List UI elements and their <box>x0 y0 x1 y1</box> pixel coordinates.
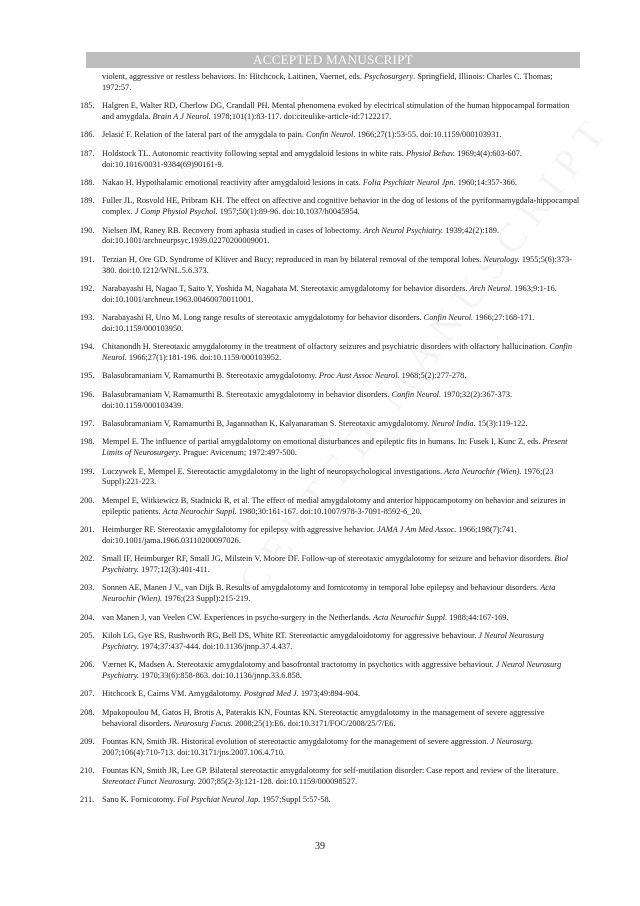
reference-authors-title: Fuller JL, Rosvold HE, Pribram KH. The effect on affective and cognitive behavior in the dog of lesions of the pyriformamygdala-hippocampal complex. <box>102 196 580 217</box>
reference-details: 1966;27:168-171. doi:10.1159/000103950. <box>102 313 535 333</box>
reference-authors-title: Halgren E, Walter RD, Cherlow DG, Crandall PH. Mental phenomena evoked by electrical stimulation of the human hippocampal formation and amygdala. <box>102 101 570 121</box>
reference-details: 1974;37:437-444. doi:10.1136/jnnp.37.4.437. <box>139 641 293 651</box>
reference-journal: Acta Neurochir Suppl. <box>373 612 448 622</box>
reference-details: . Prague: Avicenum; 1972:497-500. <box>178 448 297 458</box>
reference-journal: Folia Psychiatr Neurol Jpn. <box>362 177 456 187</box>
reference-journal: Arch Neurol. <box>469 283 513 293</box>
reference-item <box>80 660 580 682</box>
reference-details: 1960;14:357-366. <box>455 177 517 187</box>
reference-item <box>80 178 580 189</box>
reference-authors-title: Heimburger RF. Stereotaxic amygdalotomy for epilepsy with aggressive behavior. <box>102 525 377 534</box>
page-number: 39 <box>315 841 325 852</box>
reference-item <box>80 101 580 123</box>
continuation-text: violent, aggressive or restless behaviors. In: Hitchcock, Laitinen, Vaernet, eds. <box>102 72 365 81</box>
reference-journal: Neurosurg Focus. <box>173 718 233 728</box>
reference-item <box>80 554 580 576</box>
reference-journal: Proc Aust Assoc Neurol. <box>318 371 400 381</box>
reference-authors-title: Sano K. Fornicotomy. <box>102 795 178 805</box>
reference-journal: Confin Neurol. <box>102 342 573 363</box>
reference-details: 1969;4(4):603-607. doi:10.1016/0031-9384(69)90161-9. <box>102 148 523 169</box>
reference-number: 210. <box>80 766 95 776</box>
reference-authors-title: Sonnen AE, Manen J V., van Dijk B. Results of amygdalotomy and fornicotomy in temporal lobe epilepsy and behaviour disorders. <box>102 583 541 593</box>
reference-journal: Confin Neurol. <box>423 313 474 323</box>
reference-journal: J Neurosurg. <box>490 736 534 746</box>
reference-item <box>80 130 580 141</box>
reference-details: 1966;27(1):181-196. doi:10.1159/000103952. <box>126 353 282 363</box>
reference-number: 187. <box>80 148 95 158</box>
reference-number: 200. <box>80 495 95 505</box>
reference-item <box>80 467 580 489</box>
reference-item <box>80 708 580 730</box>
reference-authors-title: Mempel E. The influence of partial amygdalotomy on emotional disturbances and epileptic fits in humans. In: Fusek I, Kunc Z, eds. <box>102 437 543 447</box>
reference-item <box>80 313 580 335</box>
reference-authors-title: Fountas KN, Smith JR. Historical evolution of stereotactic amygdalotomy for the management of severe aggression. <box>102 736 491 746</box>
reference-item <box>80 226 580 248</box>
reference-authors-title: van Manen J, van Veelen CW. Experiences in psycho-surgery in the Netherlands. <box>102 612 374 622</box>
reference-continuation <box>80 72 580 94</box>
reference-number: 193. <box>80 313 95 323</box>
reference-details: 1968;5(2):277-278. <box>399 371 467 381</box>
reference-details: 2007;85(2-3):121-128. doi:10.1159/000098527. <box>195 776 358 786</box>
reference-number: 205. <box>80 630 95 640</box>
reference-details: 1980;30:161-167. doi:10.1007/978-3-7091-8592-6_20. <box>236 506 422 516</box>
reference-details: 1957;Suppl 5:57-58. <box>260 795 331 805</box>
reference-number: 190. <box>80 225 95 235</box>
reference-journal: Arch Neurol Psychiatry. <box>363 225 444 235</box>
reference-details: 2007;106(4):710-713. doi:10.3171/jns.2007.106.4.710. <box>102 747 285 757</box>
reference-authors-title: Nakao H. Hypothalamic emotional reactivity after amygdaloid lesions in cats. <box>102 177 363 187</box>
reference-number: 203. <box>80 583 95 593</box>
reference-item <box>80 371 580 382</box>
reference-number: 204. <box>80 612 95 622</box>
reference-number: 211. <box>80 795 95 805</box>
reference-number: 209. <box>80 736 95 746</box>
reference-details: 15(3):119-122. <box>475 419 528 429</box>
reference-item <box>80 255 580 277</box>
reference-number: 207. <box>80 689 95 699</box>
reference-journal: Acta Neurochir Suppl. <box>162 506 237 516</box>
reference-item <box>80 583 580 605</box>
accepted-manuscript-banner: ACCEPTED MANUSCRIPT <box>86 52 580 68</box>
reference-details: 1955;5(6):373-380. doi:10.1212/WNL.5.6.373. <box>102 254 573 275</box>
reference-authors-title: Chitanondh H. Stereotaxic amygdalotomy in the treatment of olfactory seizures and psychiatric disorders with olfactory hallucination. <box>102 342 550 352</box>
reference-details: 1957;50(1):89-96. doi:10.1037/h0045954. <box>217 207 360 217</box>
reference-number: 206. <box>80 660 95 670</box>
reference-journal: J Comp Physiol Psychol. <box>134 207 218 217</box>
reference-authors-title: Balasubramaniam V, Ramamurthi B, Jagannathan K, Kalyanaraman S. Stereotaxic amygdalotomy. <box>102 419 432 429</box>
reference-journal: Biol Psychiatry. <box>102 554 569 574</box>
reference-journal: Neurology. <box>483 254 520 264</box>
reference-authors-title: Hitchcock E, Cairns VM. Amygdalotomy. <box>102 689 244 699</box>
reference-list <box>80 72 580 814</box>
reference-journal: Physiol Behav. <box>406 148 456 158</box>
reference-number: 197. <box>80 419 95 429</box>
reference-item <box>80 631 580 653</box>
reference-number: 195. <box>80 371 95 381</box>
reference-journal: Postgrad Med J. <box>243 689 299 699</box>
reference-number: 194. <box>80 342 95 352</box>
reference-number: 196. <box>80 389 95 399</box>
reference-number: 208. <box>80 707 95 717</box>
reference-authors-title: Balasubramaniam V, Ramamurthi B. Stereotaxic amygdalotomy. <box>102 371 319 381</box>
reference-authors-title: Narabayashi H, Nagao T, Saito Y, Yoshida M, Nagahata M. Stereotaxic amygdalotomy for behavior disorders. <box>102 283 470 293</box>
reference-journal: Confin Neurol. <box>305 130 356 140</box>
reference-item <box>80 437 580 459</box>
reference-item <box>80 766 580 788</box>
reference-authors-title: Terzian H, Ore GD. Syndrome of Klüver and Bucy; reproduced in man by bilateral removal of the temporal lobes. <box>102 254 484 264</box>
reference-details: 1988;44:167-169. <box>447 612 509 622</box>
reference-details: 2008;25(1):E6. doi:10.3171/FOC/2008/25/7/E6. <box>232 718 396 728</box>
reference-journal: Present Limits of Neurosurgery <box>102 437 568 458</box>
reference-details: 1970;32(2):367-373. doi:10.1159/000103439. <box>102 389 513 410</box>
reference-item <box>80 390 580 412</box>
reference-journal: J Neurol Neurosurg Psychiatry. <box>102 660 562 680</box>
continuation-italic: Psychosurgery <box>364 72 414 81</box>
reference-item <box>80 496 580 518</box>
reference-item <box>80 737 580 759</box>
reference-item <box>80 284 580 306</box>
reference-item <box>80 342 580 364</box>
reference-number: 198. <box>80 437 95 447</box>
reference-authors-title: Jelasić F. Relation of the lateral part of the amygdala to pain. <box>102 130 306 140</box>
reference-authors-title: Mpakopoulou M, Gatos H, Brotis A, Paterakis KN, Fountas KN. Stereotactic amygdalotomy in the management of severe aggressive behavioral disorders. <box>102 707 545 728</box>
reference-journal: Acta Neurochir (Wien). <box>444 466 522 476</box>
reference-journal: Neurol India. <box>431 419 476 429</box>
reference-item <box>80 689 580 700</box>
reference-details: 1977;12(3):401-411. <box>139 564 210 574</box>
reference-details: 1978;101(1):83-117. doi:citeulike-article-id:7122217. <box>210 111 392 121</box>
reference-journal: Brain A J Neurol. <box>152 111 211 121</box>
reference-item <box>80 795 580 806</box>
reference-authors-title: Værnet K, Madsen A. Stereotaxic amygdalotomy and basofrontal tractotomy in psychotics with aggressive behaviour. <box>102 660 496 670</box>
reference-details: 1976;(23 Suppl):221-223. <box>102 466 554 487</box>
reference-authors-title: Narabayashi H, Uno M. Long range results of stereotaxic amygdalotomy for behavior disorders. <box>102 313 424 323</box>
reference-journal: Stereotact Funct Neurosurg. <box>102 776 196 786</box>
reference-number: 188. <box>80 177 95 187</box>
reference-details: 1970;33(6):858-863. doi:10.1136/jnnp.33.6.858. <box>139 670 302 680</box>
reference-journal: Confin Neurol. <box>391 389 442 399</box>
reference-number: 202. <box>80 554 95 564</box>
continuation-tail: . Springfield, Illinois: Charles C. Thomas; 1972:57. <box>102 72 553 92</box>
reference-item <box>80 196 580 218</box>
reference-number: 192. <box>80 283 95 293</box>
reference-authors-title: Luczywek E, Mempel E. Stereotactic amygdalotomy in the light of neuropsychological investigations. <box>102 466 445 476</box>
reference-details: 1966;27(1):53-55. doi:10.1159/000103931. <box>355 130 502 140</box>
reference-details: 1963;9:1-16. doi:10.1001/archneur.1963.00460070011001. <box>102 283 557 304</box>
reference-number: 191. <box>80 254 95 264</box>
reference-number: 186. <box>80 130 95 140</box>
reference-number: 201. <box>80 525 95 534</box>
reference-authors-title: Kiloh LG, Gye RS, Rushworth RG, Bell DS, White RT. Stereotactic amygdaloidotomy for aggressive behaviour. <box>102 630 479 640</box>
reference-authors-title: Fountas KN, Smith JR, Lee GP. Bilateral stereotactic amygdalotomy for self-mutilation disorder: Case report and review of the literature. <box>102 766 559 776</box>
reference-details: 1939;42(2):189. doi:10.1001/archneurpsyc.1939.02270200009001. <box>102 225 500 246</box>
reference-item <box>80 525 580 547</box>
reference-authors-title: Holdstock TL. Autonomic reactivity following septal and amygdaloid lesions in white rats. <box>102 148 407 158</box>
reference-authors-title: Balasubramaniam V, Ramamurthi B. Stereotaxic amygdalotomy in behavior disorders. <box>102 389 392 399</box>
reference-journal: Fol Psychiat Neurol Jap. <box>177 795 261 805</box>
reference-journal: J Neurol Neurosurg Psychiatry. <box>102 630 544 651</box>
reference-item <box>80 149 580 171</box>
reference-authors-title: Mempel E, Witkiewicz B, Stadnicki R, et al. The effect of medial amygdalotomy and anterior hippocampotomy on behavior and seizures in epileptic patients. <box>102 495 566 516</box>
reference-details: 1973;49:894-904. <box>298 689 361 699</box>
reference-details: 1966;198(7):741. doi:10.1001/jama.1966.03110200097026. <box>102 525 517 545</box>
reference-number: 189. <box>80 196 95 206</box>
reference-authors-title: Nielsen JM, Raney RB. Recovery from aphasia studied in cases of lobectomy. <box>102 225 364 235</box>
reference-journal: Acta Neurochir (Wien). <box>102 583 556 604</box>
reference-authors-title: Small IF, Heimburger RF, Small JG, Milstein V, Moore DF. Follow-up of stereotaxic amygdalotomy for seizure and behavior disorders. <box>102 554 555 564</box>
reference-details: 1976;(23 Suppl):215-219. <box>162 594 251 604</box>
reference-item <box>80 419 580 430</box>
reference-journal: JAMA J Am Med Assoc. <box>377 525 457 534</box>
reference-number: 199. <box>80 466 95 476</box>
reference-item <box>80 613 580 624</box>
reference-number: 185. <box>80 101 95 111</box>
